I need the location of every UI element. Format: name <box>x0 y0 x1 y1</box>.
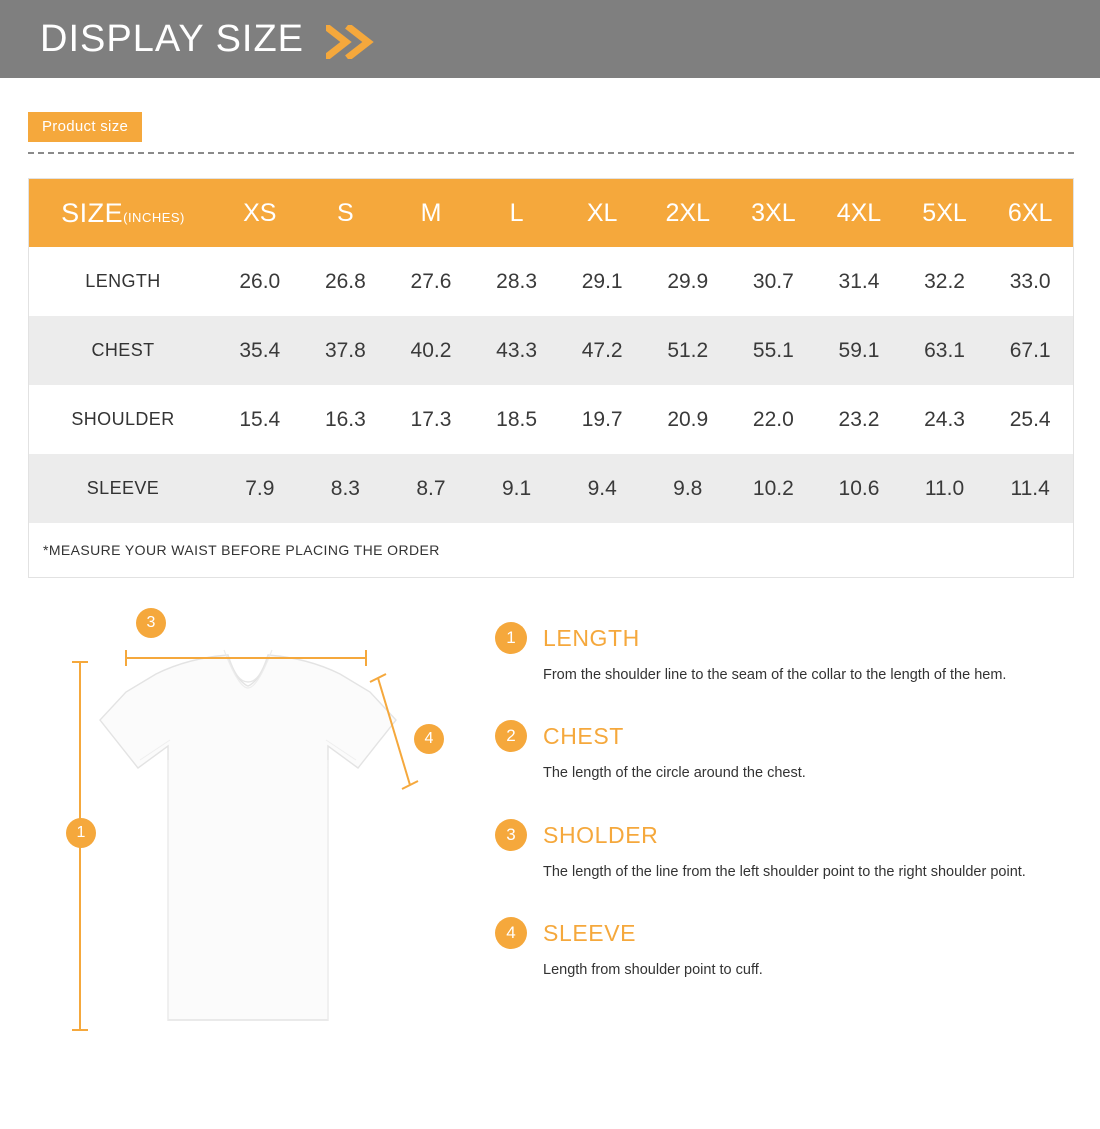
diagram-marker-length: 1 <box>66 818 96 848</box>
col-header-s: S <box>303 179 389 247</box>
cell-sleeve-5xl: 11.0 <box>902 454 988 523</box>
row-label-shoulder: SHOULDER <box>71 409 175 429</box>
row-label-length: LENGTH <box>85 271 161 291</box>
cell-shoulder-6xl: 25.4 <box>1009 407 1051 431</box>
legend-desc-sleeve: Length from shoulder point to cuff. <box>543 962 763 979</box>
legend-number-4: 4 <box>495 917 527 949</box>
row-label-sleeve: SLEEVE <box>29 454 217 523</box>
legend-number-3: 3 <box>495 819 527 851</box>
size-table <box>29 179 1073 577</box>
legend-number-2: 2 <box>495 720 527 752</box>
cell-sleeve-3xl: 10.2 <box>731 454 817 523</box>
cell-shoulder-l: 18.5 <box>496 407 538 431</box>
cell-length-m: 27.6 <box>410 269 452 293</box>
cell-length-6xl: 33.0 <box>1009 269 1051 293</box>
cell-chest-3xl: 55.1 <box>731 316 817 385</box>
diagram-marker-sleeve: 4 <box>414 724 444 754</box>
legend-title-sholder: SHOLDER <box>543 821 659 848</box>
cell-shoulder-xl: 19.7 <box>581 407 623 431</box>
page-title: DISPLAY SIZE <box>40 17 305 60</box>
cell-sleeve-m: 8.7 <box>388 454 474 523</box>
legend-item-length <box>495 622 1055 686</box>
cell-sleeve-6xl: 11.4 <box>987 454 1073 523</box>
measure-note: *MEASURE YOUR WAIST BEFORE PLACING THE ORDER <box>29 523 1073 577</box>
cell-chest-6xl: 67.1 <box>987 316 1073 385</box>
cell-shoulder-s: 16.3 <box>324 407 366 431</box>
legend-item-sholder <box>495 819 1055 883</box>
cell-length-3xl: 30.7 <box>752 269 794 293</box>
cell-length-2xl: 29.9 <box>667 269 709 293</box>
cell-shoulder-3xl: 22.0 <box>752 407 794 431</box>
legend-number-1: 1 <box>495 622 527 654</box>
cell-shoulder-xs: 15.4 <box>239 407 281 431</box>
size-header-unit: (INCHES) <box>123 209 185 225</box>
cell-sleeve-xs: 7.9 <box>217 454 303 523</box>
legend-title-sleeve: SLEEVE <box>543 920 637 947</box>
cell-sleeve-4xl: 10.6 <box>816 454 902 523</box>
cell-length-xl: 29.1 <box>581 269 623 293</box>
divider-dashed <box>28 152 1074 154</box>
legend-title-length: LENGTH <box>543 625 640 651</box>
table-header-row <box>29 179 1073 247</box>
table-note-row <box>29 523 1073 577</box>
col-header-5xl: 5XL <box>902 179 988 247</box>
cell-length-5xl: 32.2 <box>924 269 965 293</box>
product-size-tag: Product size <box>28 112 142 142</box>
cell-shoulder-4xl: 23.2 <box>838 407 880 431</box>
col-header-l: L <box>474 179 560 247</box>
table-row <box>29 247 1073 316</box>
legend-list <box>495 622 1055 1016</box>
cell-chest-5xl: 63.1 <box>902 316 988 385</box>
cell-shoulder-5xl: 24.3 <box>924 407 965 431</box>
legend-desc-length: From the shoulder line to the seam of the collar to the length of the hem. <box>543 667 1007 683</box>
shirt-diagram <box>28 600 478 1060</box>
row-label-chest: CHEST <box>29 316 217 385</box>
cell-chest-4xl: 59.1 <box>816 316 902 385</box>
col-header-6xl: 6XL <box>987 179 1073 247</box>
cell-chest-m: 40.2 <box>388 316 474 385</box>
cell-sleeve-xl: 9.4 <box>559 454 645 523</box>
col-header-m: M <box>388 179 474 247</box>
page-header <box>0 0 1100 78</box>
table-row <box>29 385 1073 454</box>
cell-length-s: 26.8 <box>324 269 366 293</box>
table-row <box>29 454 1073 523</box>
cell-chest-2xl: 51.2 <box>645 316 731 385</box>
size-table-container <box>28 178 1074 578</box>
table-header-size <box>29 179 217 247</box>
cell-shoulder-m: 17.3 <box>410 407 452 431</box>
size-header-label: SIZE <box>61 197 124 228</box>
cell-length-xs: 26.0 <box>239 269 281 293</box>
col-header-3xl: 3XL <box>731 179 817 247</box>
cell-chest-l: 43.3 <box>474 316 560 385</box>
double-chevron-right-icon <box>326 25 384 59</box>
cell-length-4xl: 31.4 <box>838 269 880 293</box>
cell-chest-s: 37.8 <box>303 316 389 385</box>
col-header-2xl: 2XL <box>645 179 731 247</box>
legend-desc-chest: The length of the circle around the chest. <box>543 765 806 782</box>
legend-item-chest <box>495 720 1055 784</box>
legend-desc-sholder: The length of the line from the left shoulder point to the right shoulder point. <box>543 863 1026 880</box>
cell-sleeve-l: 9.1 <box>474 454 560 523</box>
diagram-marker-shoulder: 3 <box>136 608 166 638</box>
col-header-4xl: 4XL <box>816 179 902 247</box>
legend-item-sleeve <box>495 917 1055 981</box>
cell-shoulder-2xl: 20.9 <box>667 407 709 431</box>
cell-length-l: 28.3 <box>496 269 538 293</box>
table-row <box>29 316 1073 385</box>
legend-title-chest: CHEST <box>543 723 624 750</box>
col-header-xs: XS <box>217 179 303 247</box>
cell-chest-xl: 47.2 <box>559 316 645 385</box>
cell-chest-xs: 35.4 <box>217 316 303 385</box>
col-header-xl: XL <box>559 179 645 247</box>
cell-sleeve-s: 8.3 <box>303 454 389 523</box>
measurement-guide <box>0 600 1100 1100</box>
cell-sleeve-2xl: 9.8 <box>645 454 731 523</box>
